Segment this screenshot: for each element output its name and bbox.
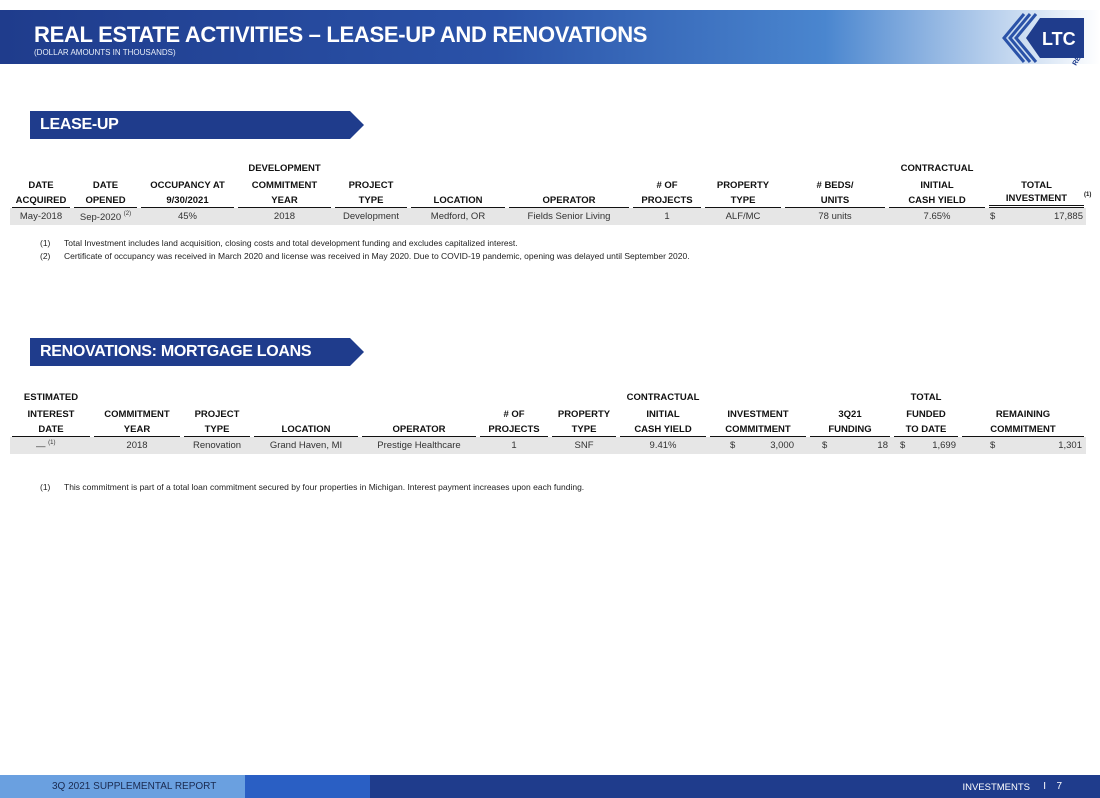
leaseup-header-row3	[10, 191, 1086, 208]
col-funding: FUNDING	[810, 424, 890, 437]
renovations-footnote: (1) This commitment is part of a total loan commitment secured by four properties in Michigan. Interest payment increases upon each funding.	[40, 482, 585, 492]
col-investment: INVESTMENT $^{(1)}$	[989, 192, 1084, 208]
col-initial: INITIAL	[920, 180, 954, 191]
ltc-logo	[996, 4, 1092, 82]
col-contractual: CONTRACTUAL	[900, 163, 974, 174]
col-num: # OF	[503, 409, 525, 420]
cell-location: Medford, OR	[409, 208, 507, 225]
renovations-header-row1	[10, 386, 1086, 403]
page-footer	[0, 775, 1100, 798]
col-3q21: 3Q21	[838, 409, 862, 420]
renovations-table	[10, 386, 1086, 454]
cell-beds-units: 78 units	[783, 208, 887, 225]
col-commitment: COMMITMENT	[251, 180, 318, 191]
col-type: TYPE	[335, 195, 407, 208]
leaseup-table	[10, 157, 1092, 225]
col-date: DATE	[28, 180, 54, 191]
col-num: # OF	[656, 180, 678, 191]
leaseup-banner: LEASE-UP	[30, 111, 364, 139]
col-funded: FUNDED	[906, 409, 946, 420]
table-row	[10, 437, 1086, 454]
cell-operator: Prestige Healthcare	[360, 437, 478, 454]
col-projects: PROJECTS	[633, 195, 701, 208]
cell-date-opened: Sep-2020 $^{(2)}$	[72, 208, 139, 225]
cell-property-type: SNF	[550, 437, 618, 454]
col-cash-yield: CASH YIELD	[620, 424, 706, 437]
cell-total-investment: $ 17,885	[987, 208, 1086, 225]
col-occupancy-date: 9/30/2021	[141, 195, 234, 208]
leaseup-footnote: (2) Certificate of occupancy was received in March 2020 and license was received in May 2020. Due to COVID-19 pandemic, opening was delayed until September 2020.	[40, 251, 690, 261]
col-commitment: COMMITMENT	[104, 409, 170, 420]
cell-location: Grand Haven, MI	[252, 437, 360, 454]
col-investment: INVESTMENT	[727, 409, 789, 420]
cell-remaining-commitment: $ 1,301	[960, 437, 1086, 454]
cell-num-projects: 1	[478, 437, 550, 454]
col-estimated: ESTIMATED	[23, 392, 79, 403]
col-occupancy: OCCUPANCY AT	[150, 180, 225, 191]
col-property: PROPERTY	[557, 409, 611, 420]
col-remaining: REMAINING	[995, 409, 1051, 420]
col-year: YEAR	[94, 424, 180, 437]
svg-text:REIT: REIT	[1071, 49, 1086, 67]
col-date: DATE	[12, 424, 90, 437]
page-number: 7	[1056, 781, 1062, 792]
leaseup-footnote: (1) Total Investment includes land acquisition, closing costs and total development funding and excludes capitalized interest.	[40, 238, 518, 248]
col-total: TOTAL	[1021, 180, 1052, 191]
col-year: YEAR	[238, 195, 331, 208]
cell-property-type: ALF/MC	[703, 208, 783, 225]
col-beds: # BEDS/	[816, 180, 854, 191]
col-interest: INTEREST	[27, 409, 75, 420]
cell-project-type: Development	[333, 208, 409, 225]
col-investment-commitment: COMMITMENT	[710, 424, 806, 437]
section-name: INVESTMENTS	[962, 782, 1030, 793]
col-remaining-commitment: COMMITMENT	[962, 424, 1084, 437]
cell-commitment-year: 2018	[92, 437, 182, 454]
cell-num-projects: 1	[631, 208, 703, 225]
svg-text:LTC: LTC	[1042, 29, 1076, 49]
cell-funded-to-date: $ 1,699	[892, 437, 960, 454]
leaseup-header-row1	[10, 157, 1086, 174]
col-date: DATE	[92, 180, 119, 191]
table-row	[10, 208, 1086, 225]
cell-investment-commitment: $ 3,000	[708, 437, 808, 454]
col-location: LOCATION	[411, 195, 505, 208]
col-projects: PROJECTS	[480, 424, 548, 437]
col-property: PROPERTY	[716, 180, 770, 191]
col-acquired: ACQUIRED	[12, 195, 70, 208]
col-total: TOTAL	[910, 392, 942, 403]
col-development: DEVELOPMENT	[248, 163, 321, 174]
col-cash-yield: CASH YIELD	[889, 195, 985, 208]
col-opened: OPENED	[74, 195, 137, 208]
renovations-header-row3	[10, 420, 1086, 437]
cell-date-acquired: May-2018	[10, 208, 72, 225]
col-contractual: CONTRACTUAL	[626, 392, 700, 403]
col-property-type: TYPE	[705, 195, 781, 208]
col-type: TYPE	[184, 424, 250, 437]
col-operator: OPERATOR	[509, 195, 629, 208]
cell-cash-yield: 7.65%	[887, 208, 987, 225]
page-header	[0, 10, 1100, 64]
footer-separator: I	[1043, 781, 1046, 792]
col-project: PROJECT	[194, 409, 240, 420]
leaseup-header-row2	[10, 174, 1086, 191]
cell-dev-year: 2018	[236, 208, 333, 225]
cell-cash-yield: 9.41%	[618, 437, 708, 454]
renovations-banner: RENOVATIONS: MORTGAGE LOANS	[30, 338, 364, 366]
report-name: 3Q 2021 SUPPLEMENTAL REPORT	[52, 781, 217, 792]
col-operator: OPERATOR	[362, 424, 476, 437]
col-units: UNITS	[785, 195, 885, 208]
col-project: PROJECT	[348, 180, 394, 191]
cell-occupancy: 45%	[139, 208, 236, 225]
page-title: REAL ESTATE ACTIVITIES – LEASE-UP AND RENOVATIONS	[34, 22, 648, 47]
cell-interest-date: — $^{(1)}$	[10, 437, 92, 454]
cell-operator: Fields Senior Living	[507, 208, 631, 225]
cell-project-type: Renovation	[182, 437, 252, 454]
col-to-date: TO DATE	[894, 424, 958, 437]
page-subtitle: (DOLLAR AMOUNTS IN THOUSANDS)	[34, 48, 176, 57]
renovations-header-row2	[10, 403, 1086, 420]
col-property-type: TYPE	[552, 424, 616, 437]
col-location: LOCATION	[254, 424, 358, 437]
col-initial: INITIAL	[646, 409, 680, 420]
cell-3q21-funding: $ 18	[808, 437, 892, 454]
